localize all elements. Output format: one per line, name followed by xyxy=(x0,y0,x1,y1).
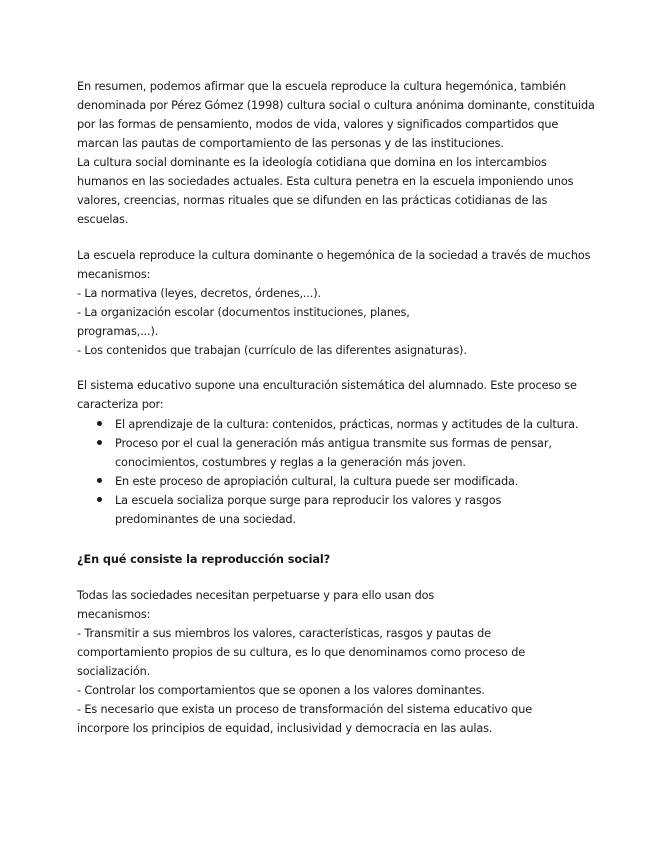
bullet-icon xyxy=(97,497,102,502)
text-line: humanos en las sociedades actuales. Esta cultura penetra en la escuela imponiendo unos xyxy=(77,175,574,188)
text-line: mecanismos: xyxy=(77,268,151,281)
bullet-text: conocimientos, costumbres y reglas a la generación más joven. xyxy=(115,456,466,469)
text-line: marcan las pautas de comportamiento de las personas y de las instituciones. xyxy=(77,137,504,150)
bullet-icon xyxy=(97,440,102,445)
paragraph-reproduccion-social xyxy=(77,586,597,738)
bullet-item xyxy=(77,472,597,491)
text-line: El sistema educativo supone una enculturación sistemática del alumnado. Este proceso se xyxy=(77,379,577,392)
text-line: por las formas de pensamiento, modos de vida, valores y significados compartidos que xyxy=(77,118,559,131)
paragraph-cultura-hegemonica xyxy=(77,77,597,229)
section-heading xyxy=(77,548,597,569)
bullet-item xyxy=(77,434,597,472)
text-line: socialización. xyxy=(77,665,151,678)
bullet-text: Proceso por el cual la generación más antigua transmite sus formas de pensar, xyxy=(115,437,552,450)
bullet-icon xyxy=(97,421,102,426)
list-item: - Es necesario que exista un proceso de transformación del sistema educativo que xyxy=(77,703,533,716)
bullet-text: En este proceso de apropiación cultural, la cultura puede ser modificada. xyxy=(115,475,519,488)
paragraph-enculturacion xyxy=(77,376,597,414)
bullet-item xyxy=(77,415,597,434)
bullet-item xyxy=(77,491,597,529)
bullet-icon xyxy=(97,478,102,483)
text-line: caracteriza por: xyxy=(77,398,164,411)
text-line: La escuela reproduce la cultura dominante o hegemónica de la sociedad a través de muchos xyxy=(77,249,591,262)
list-item: - Transmitir a sus miembros los valores, características, rasgos y pautas de xyxy=(77,627,491,640)
list-item: - La normativa (leyes, decretos, órdenes,...). xyxy=(77,287,321,300)
text-line: programas,...). xyxy=(77,325,159,338)
text-line: La cultura social dominante es la ideología cotidiana que domina en los intercambios xyxy=(77,156,547,169)
text-line: comportamiento propios de su cultura, es lo que denominamos como proceso de xyxy=(77,646,526,659)
text-line: incorpore los principios de equidad, inclusividad y democracia en las aulas. xyxy=(77,722,493,735)
heading-reproduccion-social: ¿En qué consiste la reproducción social? xyxy=(77,553,331,566)
text-line: Todas las sociedades necesitan perpetuarse y para ello usan dos xyxy=(77,589,435,602)
text-line: escuelas. xyxy=(77,213,129,226)
bullet-text: La escuela socializa porque surge para reproducir los valores y rasgos xyxy=(115,494,502,507)
text-line: mecanismos: xyxy=(77,608,151,621)
bullet-text: predominantes de una sociedad. xyxy=(115,513,296,526)
list-item: - Los contenidos que trabajan (currículo de las diferentes asignaturas). xyxy=(77,344,467,357)
list-item: - Controlar los comportamientos que se oponen a los valores dominantes. xyxy=(77,684,485,697)
list-item: - La organización escolar (documentos instituciones, planes, xyxy=(77,306,410,319)
bullet-list xyxy=(77,415,597,529)
text-line: valores, creencias, normas rituales que se difunden en las prácticas cotidianas de las xyxy=(77,194,548,207)
bullet-text: El aprendizaje de la cultura: contenidos, prácticas, normas y actitudes de la cultura. xyxy=(115,418,579,431)
text-line: En resumen, podemos afirmar que la escuela reproduce la cultura hegemónica, también xyxy=(77,80,567,93)
text-line: denominada por Pérez Gómez (1998) cultura social o cultura anónima dominante, constituida xyxy=(77,99,595,112)
paragraph-mecanismos-reproduccion xyxy=(77,246,597,360)
